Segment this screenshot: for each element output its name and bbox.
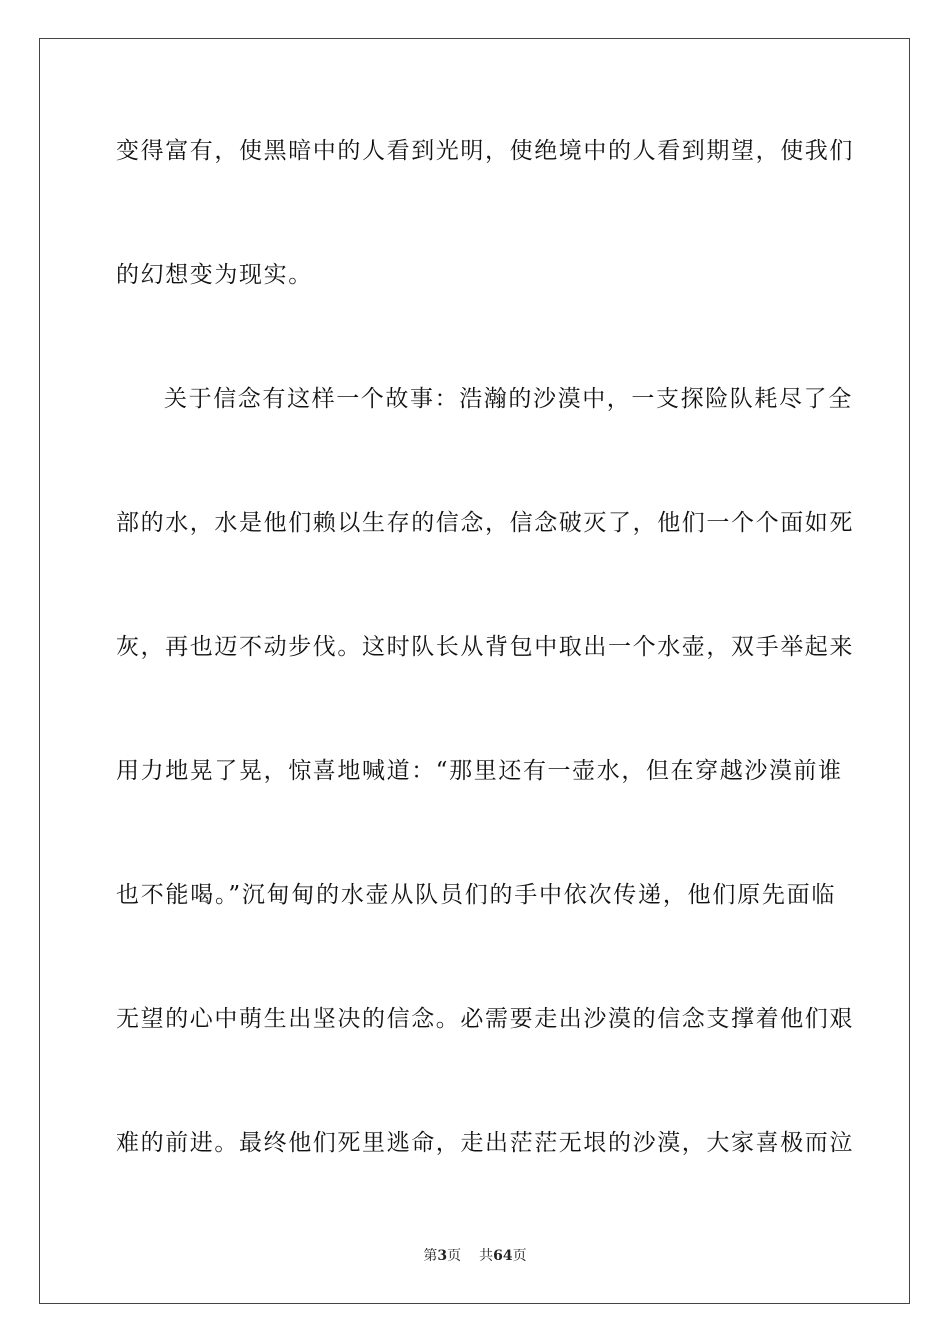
page-suffix: 页 [447, 1248, 462, 1264]
page-number: 3 [437, 1248, 448, 1264]
text-line-7: 也不能喝。”沉甸甸的水壶从队员们的手中依次传递，他们原先面临 [116, 882, 836, 908]
page-footer [0, 1247, 950, 1265]
text-line-9: 难的前进。最终他们死里逃命，走出茫茫无垠的沙漠，大家喜极而泣 [116, 1130, 854, 1156]
text-line-1: 变得富有，使黑暗中的人看到光明，使绝境中的人看到期望，使我们 [116, 138, 854, 164]
text-line-6: 用力地晃了晃，惊喜地喊道：“那里还有一壶水，但在穿越沙漠前谁 [116, 758, 843, 784]
total-pages: 64 [493, 1248, 513, 1264]
total-suffix: 页 [512, 1248, 527, 1264]
text-line-8: 无望的心中萌生出坚决的信念。必需要走出沙漠的信念支撑着他们艰 [116, 1006, 854, 1032]
text-line-4: 部的水，水是他们赖以生存的信念，信念破灭了，他们一个个面如死 [116, 510, 854, 536]
text-line-2: 的幻想变为现实。 [116, 262, 313, 288]
text-line-5: 灰，再也迈不动步伐。这时队长从背包中取出一个水壶，双手举起来 [116, 634, 854, 660]
page-prefix: 第 [423, 1248, 438, 1264]
text-line-3: 关于信念有这样一个故事：浩瀚的沙漠中，一支探险队耗尽了全 [164, 386, 853, 412]
total-prefix: 共 [479, 1248, 494, 1264]
page-border [39, 38, 910, 1304]
